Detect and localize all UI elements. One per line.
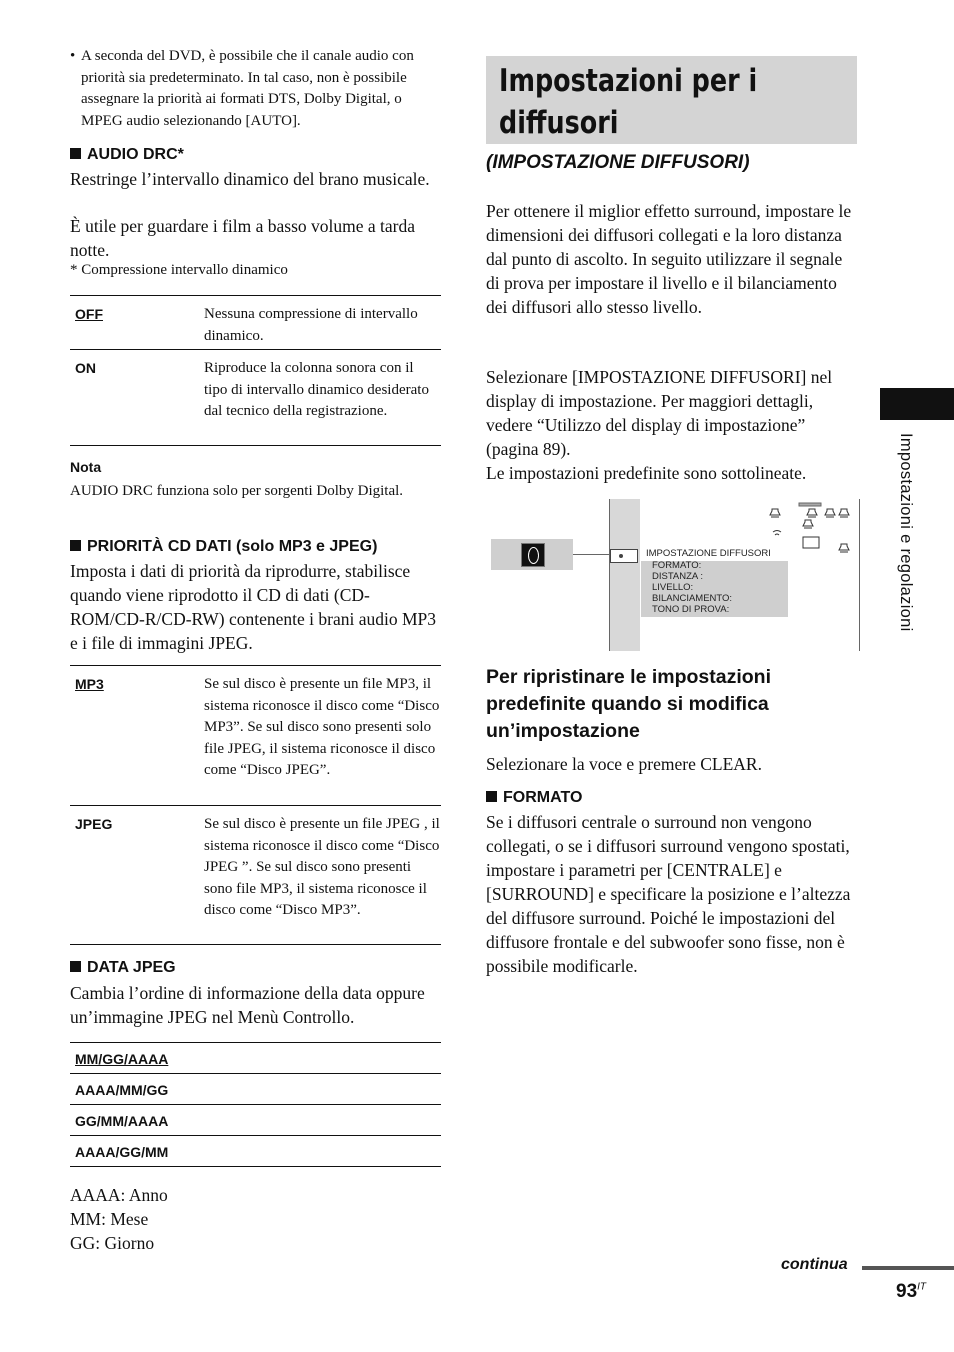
- continua-label: continua: [781, 1256, 848, 1273]
- speaker-layout-icon: [763, 502, 859, 560]
- setup-menu-items: [652, 560, 732, 615]
- date-option: AAAA/GG/MM: [75, 1144, 169, 1160]
- menu-item-livello: LIVELLO:: [652, 582, 694, 593]
- option-row-jpeg: [70, 805, 441, 944]
- section-title-box: [486, 56, 857, 144]
- option-row-mp3: [70, 665, 441, 805]
- option-desc: Se sul disco è presente un file MP3, il sistema riconosce il disco come “Disco MP3”. Se sul disco sono presenti solo file JPEG, il sistema riconosce il disco come “Disco JPEG”.: [204, 676, 440, 778]
- nota-label: Nota: [70, 459, 102, 475]
- date-option-row: [70, 1042, 441, 1073]
- legend-giorno: GG: Giorno: [70, 1233, 155, 1253]
- nota-text: AUDIO DRC funziona solo per sorgenti Dolby Digital.: [70, 483, 404, 499]
- formato-text: Se i diffusori centrale o surround non vengono collegati, o se i diffusori surround vengono spostati, impostare i parametri per [CENTRALE] e [SURROUND] e specificare la posizione e l’altezza del diffusore surround. Poiché le impostazioni del diffusore frontale e del subwoofer sono fisse, non è possibile modificarle.: [486, 812, 851, 976]
- audio-drc-text1: Restringe l’intervallo dinamico del brano musicale.: [70, 169, 430, 189]
- audio-drc-options-table: [70, 295, 441, 446]
- bullet-dot: •: [70, 48, 76, 64]
- para-intro: Per ottenere il miglior effetto surround, impostare le dimensioni dei diffusori collegati e la loro distanza dal punto di ascolto. In seguito utilizzare il segnale di prova per impostare il livello e il bilanciamento dei diffusori allo stesso livello.: [486, 201, 852, 317]
- menu-item-bilanciamento: BILANCIAMENTO:: [652, 593, 733, 604]
- menu-item-formato: FORMATO:: [652, 560, 702, 571]
- square-bullet-icon: [70, 540, 81, 551]
- date-option-row: [70, 1135, 441, 1166]
- legend-mese: MM: Mese: [70, 1209, 149, 1229]
- icon-bar: [491, 539, 573, 570]
- option-key: JPEG: [75, 816, 113, 832]
- data-jpeg-text: Cambia l’ordine di informazione della data oppure un’immagine JPEG nel Menù Controllo.: [70, 983, 425, 1027]
- speaker-setup-icon: [521, 543, 545, 567]
- option-desc: Se sul disco è presente un file JPEG , il sistema riconosce il disco come “Disco JPEG ”. Se sul disco sono presenti sono file MP3, il sistema riconosce il disco come “Disco MP3”.: [204, 816, 440, 918]
- setup-menu-title: IMPOSTAZIONE DIFFUSORI: [646, 548, 771, 559]
- date-option: GG/MM/AAAA: [75, 1113, 169, 1129]
- bullet-text: A seconda del DVD, è possibile che il canale audio con priorità sia predeterminato. In tal caso, non è possibile assegnare la priorità ai formati DTS, Dolby Digital, o MPEG audio selezionando [AUTO].: [81, 48, 414, 129]
- menu-item-distanza: DISTANZA :: [652, 571, 704, 582]
- date-legend: [70, 1183, 168, 1255]
- option-key: ON: [75, 360, 96, 376]
- option-desc: Nessuna compressione di intervallo dinamico.: [204, 306, 418, 344]
- bullet-note: [70, 46, 442, 132]
- data-jpeg-heading: DATA JPEG: [70, 958, 176, 978]
- option-key: OFF: [75, 306, 103, 322]
- date-option: MM/GG/AAAA: [75, 1051, 169, 1067]
- audio-drc-footnote: * Compressione intervallo dinamico: [70, 262, 288, 278]
- square-bullet-icon: [70, 148, 81, 159]
- setup-display-illustration: [491, 499, 861, 651]
- option-desc: Riproduce la colonna sonora con il tipo di intervallo dinamico desiderato dal tecnico della registrazione.: [204, 360, 429, 419]
- continua-line: [862, 1266, 954, 1270]
- legend-anno: AAAA: Anno: [70, 1185, 168, 1205]
- para-select: Selezionare [IMPOSTAZIONE DIFFUSORI] nel display di impostazione. Per maggiori dettagli, vedere “Utilizzo del display di impostazione” (pagina 89).: [486, 367, 833, 459]
- menu-item-tono: TONO DI PROVA:: [652, 604, 730, 615]
- date-option-row: [70, 1104, 441, 1135]
- reset-text: Selezionare la voce e premere CLEAR.: [486, 754, 762, 774]
- date-option-row: [70, 1073, 441, 1104]
- data-jpeg-options-table: [70, 1042, 441, 1167]
- option-key: MP3: [75, 676, 104, 692]
- date-option: AAAA/MM/GG: [75, 1082, 169, 1098]
- formato-heading: FORMATO: [486, 788, 582, 808]
- reset-heading: Per ripristinare le impostazioni predefinite quando si modifica un’impostazione: [486, 666, 771, 742]
- section-title: Impostazioni per i diffusori: [499, 63, 758, 141]
- audio-drc-heading: AUDIO DRC*: [70, 145, 184, 165]
- section-tab-label: Impostazioni e regolazioni: [897, 433, 915, 632]
- page-suffix: IT: [917, 1281, 927, 1293]
- audio-drc-text2: È utile per guardare i film a basso volume a tarda notte.: [70, 216, 416, 260]
- option-row-off: [70, 295, 441, 349]
- priorita-options-table: [70, 665, 441, 945]
- selected-icon-marker: [610, 549, 638, 563]
- section-tab-marker: [880, 388, 954, 420]
- priorita-heading: PRIORITÀ CD DATI (solo MP3 e JPEG): [70, 537, 377, 557]
- priorita-text: Imposta i dati di priorità da riprodurre, stabilisce quando viene riprodotto il CD di dati (CD-ROM/CD-R/CD-RW) contenente i brani audio MP3 e i file di immagini JPEG.: [70, 561, 437, 653]
- page-number: $93^{IT}$: [896, 1281, 927, 1302]
- option-row-on: [70, 349, 441, 445]
- square-bullet-icon: [70, 961, 81, 972]
- section-subtitle: (IMPOSTAZIONE DIFFUSORI): [486, 152, 750, 173]
- square-bullet-icon: [486, 791, 497, 802]
- para-defaults: Le impostazioni predefinite sono sottolineate.: [486, 463, 807, 483]
